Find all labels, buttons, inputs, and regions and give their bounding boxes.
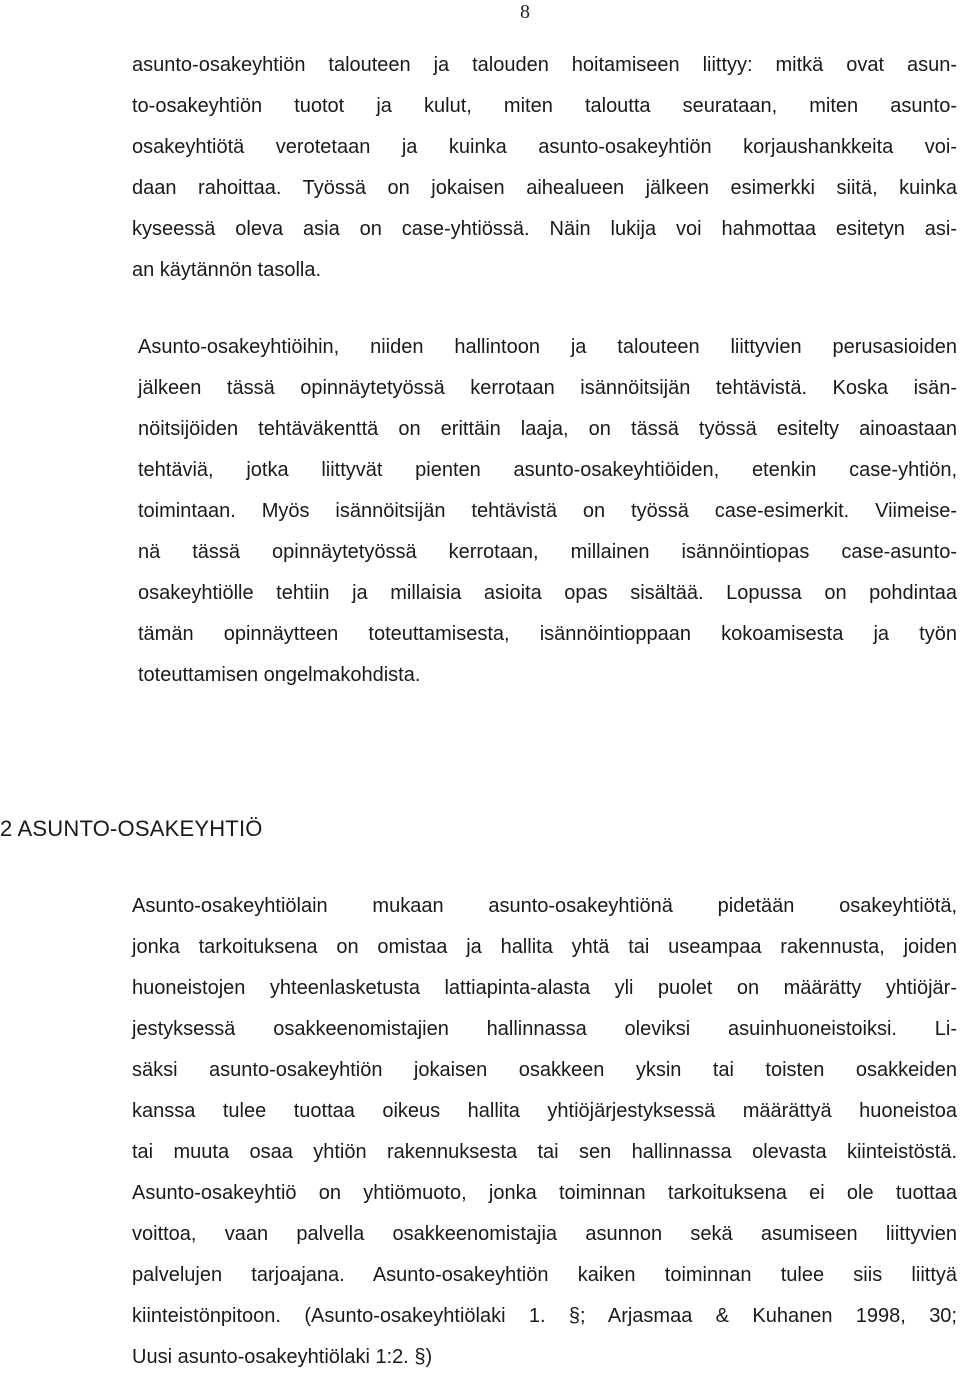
text-line: nä tässä opinnäytetyössä kerrotaan, millainen isännöintiopas case-asunto- — [138, 541, 957, 563]
text-line: jonka tarkoituksena on omistaa ja hallita yhtä tai useampaa rakennusta, joiden — [132, 936, 957, 958]
page-number: 8 — [520, 1, 530, 23]
text-line: daan rahoittaa. Työssä on jokaisen aihealueen jälkeen esimerkki siitä, kuinka — [132, 177, 957, 199]
text-line: toimintaan. Myös isännöitsijän tehtävistä on työssä case-esimerkit. Viimeise- — [138, 500, 957, 522]
text-line: tehtäviä, jotka liittyvät pienten asunto-osakeyhtiöiden, etenkin case-yhtiön, — [138, 459, 957, 481]
text-line: säksi asunto-osakeyhtiön jokaisen osakkeen yksin tai toisten osakkeiden — [132, 1059, 957, 1081]
text-line: jestyksessä osakkeenomistajien hallinnassa oleviksi asuinhuoneistoiksi. Li- — [132, 1018, 957, 1040]
text-line: toteuttamisen ongelmakohdista. — [138, 664, 421, 686]
text-line: nöitsijöiden tehtäväkenttä on erittäin laaja, on tässä työssä esitelty ainoastaan — [138, 418, 957, 440]
text-line: tämän opinnäytteen toteuttamisesta, isännöintioppaan kokoamisesta ja työn — [138, 623, 957, 645]
text-line: kiinteistönpitoon. (Asunto-osakeyhtiölaki 1. §; Arjasmaa & Kuhanen 1998, 30; — [132, 1305, 957, 1327]
text-line: asunto-osakeyhtiön talouteen ja talouden hoitamiseen liittyy: mitkä ovat asun- — [132, 54, 957, 76]
paragraph-thesis-outline — [138, 327, 957, 696]
text-line: kanssa tulee tuottaa oikeus hallita yhtiöjärjestyksessä määrättyä huoneistoa — [132, 1100, 957, 1122]
paragraph-intro-continued — [132, 45, 957, 291]
text-line: huoneistojen yhteenlasketusta lattiapinta-alasta yli puolet on määrätty yhtiöjär- — [132, 977, 957, 999]
text-line: jälkeen tässä opinnäytetyössä kerrotaan isännöitsijän tehtävistä. Koska isän- — [138, 377, 957, 399]
text-line: Asunto-osakeyhtiö on yhtiömuoto, jonka toiminnan tarkoituksena ei ole tuottaa — [132, 1182, 957, 1204]
text-line: voittoa, vaan palvella osakkeenomistajia asunnon sekä asumiseen liittyvien — [132, 1223, 957, 1245]
text-line: to-osakeyhtiön tuotot ja kulut, miten taloutta seurataan, miten asunto- — [132, 95, 957, 117]
text-line: kyseessä oleva asia on case-yhtiössä. Näin lukija voi hahmottaa esitetyn asi- — [132, 218, 957, 240]
text-line: an käytännön tasolla. — [132, 259, 322, 281]
paragraph-section-body — [132, 886, 957, 1378]
text-line: palvelujen tarjoajana. Asunto-osakeyhtiön kaiken toiminnan tulee siis liittyä — [132, 1264, 957, 1286]
text-line: Asunto-osakeyhtiöihin, niiden hallintoon ja talouteen liittyvien perusasioiden — [138, 336, 957, 358]
text-line: osakeyhtiölle tehtiin ja millaisia asioita opas sisältää. Lopussa on pohdintaa — [138, 582, 957, 604]
section-heading: 2 ASUNTO-OSAKEYHTIÖ — [0, 816, 263, 841]
text-line: tai muuta osaa yhtiön rakennuksesta tai sen hallinnassa olevasta kiinteistöstä. — [132, 1141, 957, 1163]
text-line: Uusi asunto-osakeyhtiölaki 1:2. §) — [132, 1346, 433, 1368]
text-line: osakeyhtiötä verotetaan ja kuinka asunto-osakeyhtiön korjaushankkeita voi- — [132, 136, 957, 158]
text-line: Asunto-osakeyhtiölain mukaan asunto-osakeyhtiönä pidetään osakeyhtiötä, — [132, 895, 957, 917]
